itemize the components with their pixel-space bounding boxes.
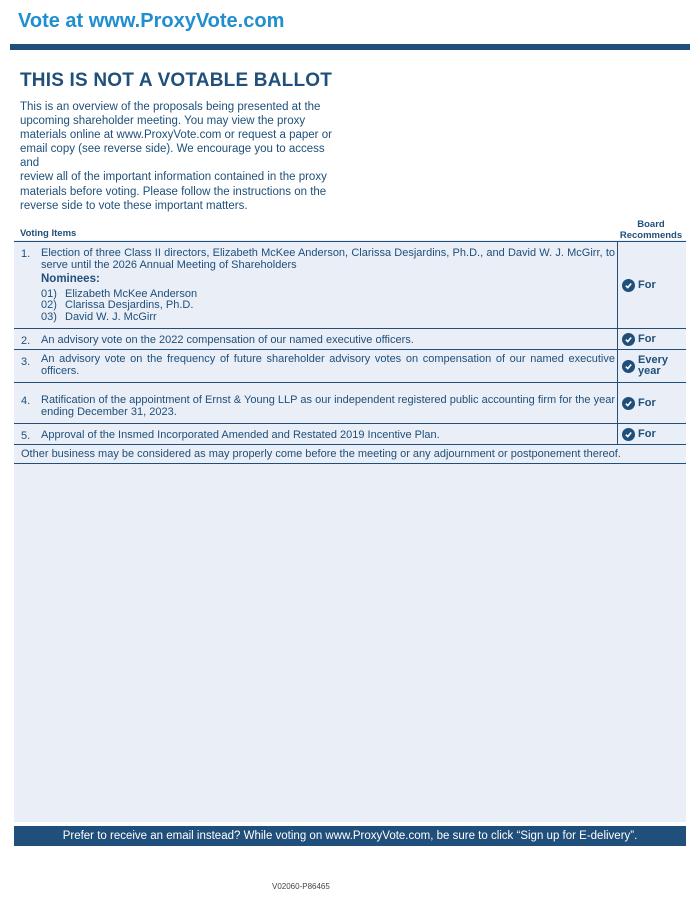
check-circle-icon: [622, 428, 635, 441]
board-recommendation: [617, 350, 686, 382]
board-recommendation: [617, 383, 686, 423]
nominees-list: [41, 289, 615, 324]
edelivery-banner: Prefer to receive an email instead? While voting on www.ProxyVote.com, be sure to click “Sign up for E-delivery”.: [14, 826, 686, 846]
other-business-note: Other business may be considered as may properly come before the meeting or any adjournment or postponement thereof.: [14, 444, 686, 464]
item-text: Ratification of the appointment of Ernst & Young LLP as our independent registered public accounting firm for the year ending December 31, 2023.: [41, 394, 615, 418]
board-recommendation: [617, 424, 686, 444]
header-rule: [10, 44, 690, 50]
item-number: 3.: [21, 356, 31, 368]
recommendation-line: year: [638, 365, 661, 377]
board-header-line: Board: [637, 219, 665, 230]
board-recommendation: [617, 329, 686, 349]
intro-line: materials before voting. Please follow the instructions on the: [20, 185, 327, 198]
check-circle-icon: [622, 360, 635, 373]
item-description: Election of three Class II directors, Elizabeth McKee Anderson, Clarissa Desjardins, Ph.D., and David W. J. McGirr, to serve until the 2026 Annual Meeting of Shareholders: [41, 247, 615, 271]
intro-line: This is an overview of the proposals being presented at the: [20, 101, 321, 113]
voting-item-row-1: [14, 241, 686, 328]
board-recommendation: [617, 242, 686, 328]
intro-line: reverse side to vote these important matters.: [20, 199, 248, 212]
voting-items-header: Voting Items: [20, 228, 77, 239]
document-code: V02060-P86465: [272, 882, 330, 891]
recommendation-label: [638, 355, 668, 377]
recommendation-label: For: [638, 396, 656, 409]
intro-line: review all of the important information contained in the proxy: [20, 171, 327, 184]
intro-line: email copy (see reverse side). We encourage you to access and: [20, 143, 325, 170]
item-number: 4.: [21, 395, 31, 407]
voting-item-row-5: [14, 423, 686, 444]
item-number: 5.: [21, 430, 31, 442]
nominee-name: David W. J. McGirr: [65, 310, 157, 323]
recommendation-label: For: [638, 332, 656, 345]
nominee-name: Elizabeth McKee Anderson: [65, 287, 198, 300]
voting-item-row-4: [14, 382, 686, 423]
check-circle-icon: [622, 397, 635, 410]
voting-item-row-3: [14, 349, 686, 382]
nominee-item: [41, 312, 615, 324]
intro-line: materials online at www.ProxyVote.com or request a paper or: [20, 129, 332, 142]
item-text: Approval of the Insmed Incorporated Amended and Restated 2019 Incentive Plan.: [41, 429, 440, 441]
board-recommends-header: [614, 220, 688, 241]
board-header-line: Recommends: [619, 229, 683, 241]
nominee-number: 02): [41, 299, 57, 311]
item-text: An advisory vote on the frequency of future shareholder advisory votes on compensation of our named executive officers.: [41, 353, 615, 377]
intro-line: upcoming shareholder meeting. You may view the proxy: [20, 115, 306, 128]
item-text: An advisory vote on the 2022 compensation of our named executive officers.: [41, 334, 414, 346]
nominee-number: 03): [41, 310, 57, 323]
item-text: [41, 248, 615, 323]
recommendation-line: Every: [638, 354, 668, 366]
nominees-label: Nominees:: [41, 273, 100, 285]
page-heading: THIS IS NOT A VOTABLE BALLOT: [20, 70, 333, 91]
item-number: 1.: [21, 248, 31, 260]
check-circle-icon: [622, 333, 635, 346]
nominee-number: 01): [41, 287, 57, 300]
nominee-name: Clarissa Desjardins, Ph.D.: [65, 299, 194, 311]
item-number: 2.: [21, 335, 31, 347]
vote-url-title[interactable]: Vote at www.ProxyVote.com: [18, 10, 285, 32]
check-circle-icon: [622, 279, 635, 292]
voting-item-row-2: [14, 328, 686, 349]
recommendation-label: For: [638, 278, 656, 291]
intro-paragraph: [20, 100, 332, 213]
recommendation-label: For: [638, 427, 656, 440]
